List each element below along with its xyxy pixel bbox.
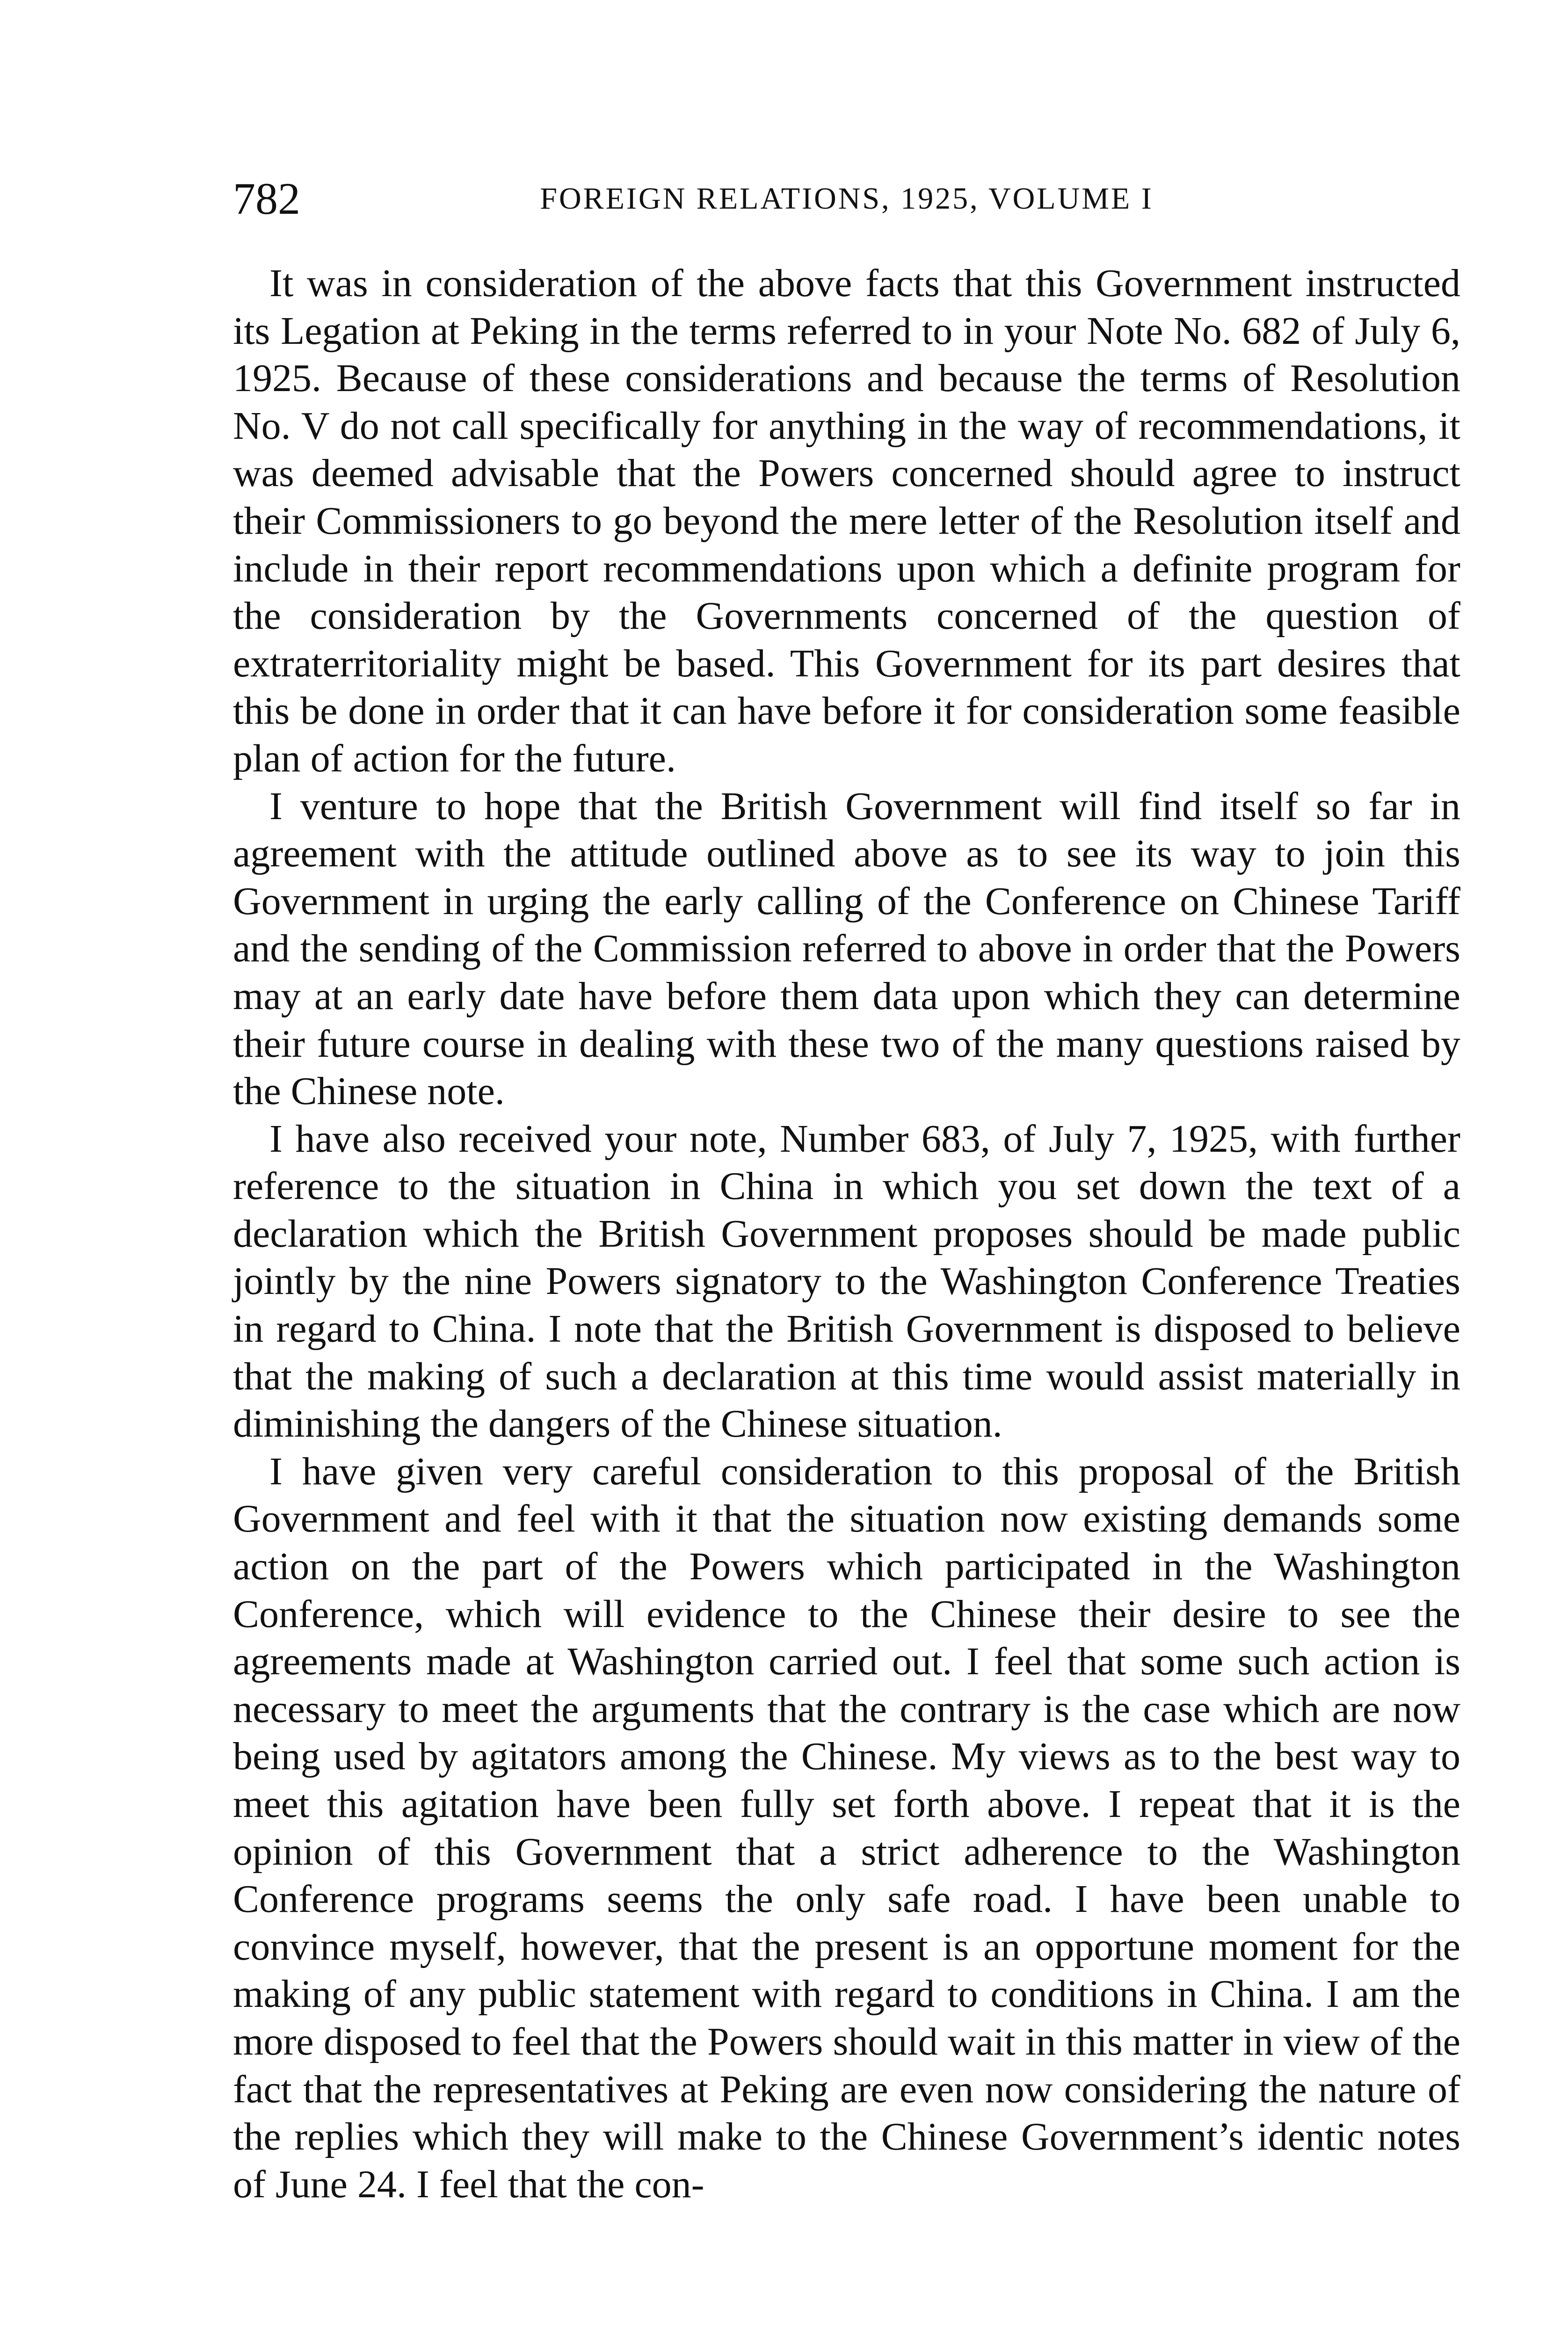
paragraph-note-683: I have also received your note, Number 683, of July 7, 1925, with further reference to the situation in China in which you set down the text of a declaration which the British Government proposes should be made public jointly by the nine Powers signatory to the Washington Conference Treaties in regard to China. I note that the British Government is disposed to believe that the making of such a declaration at this time would assist materially in diminishing the dangers of the Chinese situation. [233, 1117, 1460, 1446]
running-title: FOREIGN RELATIONS, 1925, VOLUME I [540, 182, 1154, 216]
page-header [233, 171, 1460, 227]
paragraph-consideration-of-proposal: I have given very careful consideration to this proposal of the British Government and feel with it that the situation now existing demands some action on the part of the Powers which participated in the Washington Conference, which will evidence to the Chinese their desire to see the agreements made at Washington carried out. I feel that some such action is necessary to meet the arguments that the contrary is the case which are now being used by agitators among the Chinese. My views as to the best way to meet this agitation have been fully set forth above. I repeat that it is the opinion of this Government that a strict adherence to the Washington Conference programs seems the only safe road. I have been unable to convince myself, however, that the present is an opportune moment for the making of any public statement with regard to conditions in China. I am the more disposed to feel that the Powers should wait in this matter in view of the fact that the representatives at Peking are even now considering the nature of the replies which they will make to the Chinese Government’s identic notes of June 24. I feel that the con- [233, 1449, 1460, 2206]
letter-body [233, 260, 1460, 2208]
page-number: 782 [233, 174, 300, 224]
paragraph-hope-for-agreement: I venture to hope that the British Government will find itself so far in agreement with the attitude outlined above as to see its way to join this Government in urging the early calling of the Conference on Chinese Tariff and the sending of the Commission referred to above in order that the Powers may at an early date have before them data upon which they can determine their future course in dealing with these two of the many questions raised by the Chinese note. [233, 784, 1460, 1113]
paragraph-facts-and-instructions: It was in consideration of the above facts that this Government instructed its Legation at Peking in the terms referred to in your Note No. 682 of July 6, 1925. Because of these considerations and because the terms of Resolution No. V do not call specifically for anything in the way of recommendations, it was deemed advisable that the Powers concerned should agree to instruct their Commissioners to go beyond the mere letter of the Resolution itself and include in their report recommendations upon which a definite program for the consideration by the Governments concerned of the question of extraterritoriality might be based. This Government for its part desires that this be done in order that it can have before it for consideration some feasible plan of action for the future. [233, 262, 1460, 780]
